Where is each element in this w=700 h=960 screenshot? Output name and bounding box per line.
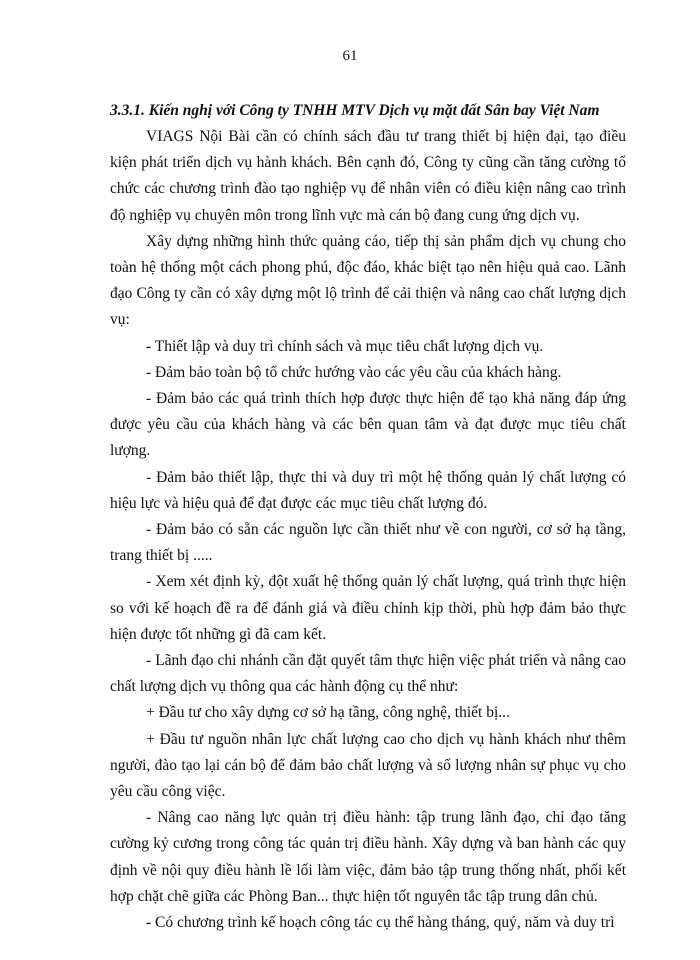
paragraph: VIAGS Nội Bài cần có chính sách đầu tư trang thiết bị hiện đại, tạo điều kiện phát triển dịch vụ hành khách. Bên cạnh đó, Công ty cũng cần tăng cường tổ chức các chương trình đào tạo nghiệp vụ để nhân viên có điều kiện nâng cao trình độ nghiệp vụ chuyên môn trong lĩnh vực mà cán bộ đang cung ứng dịch vụ. — [110, 128, 626, 224]
paragraph: Xây dựng những hình thức quảng cáo, tiếp thị sản phẩm dịch vụ chung cho toàn hệ thống một cách phong phú, độc đáo, khác biệt tạo nên hiệu quả cao. Lãnh đạo Công ty cần có xây dựng một lộ trình để cải thiện và nâng cao chất lượng dịch vụ: — [110, 232, 626, 329]
list-item: - Đảm bảo các quá trình thích hợp được thực hiện để tạo khả năng đáp ứng được yêu cầu của khách hàng và các bên quan tâm và đạt được mục tiêu chất lượng. — [110, 390, 626, 460]
page-number: 61 — [342, 48, 358, 64]
list-item: - Xem xét định kỳ, đột xuất hệ thống quản lý chất lượng, quá trình thực hiện so với kế hoạch đề ra để đánh giá và điều chỉnh kịp thời, phù hợp đảm bảo thực hiện được tốt những gì đã cam kết. — [110, 573, 626, 643]
list-item: - Đảm bảo có sẵn các nguồn lực cần thiết như về con người, cơ sở hạ tầng, trang thiết bị ..... — [110, 521, 626, 565]
list-item: - Nâng cao năng lực quản trị điều hành: tập trung lãnh đạo, chỉ đạo tăng cường kỷ cương trong công tác quản trị điều hành. Xây dựng và ban hành các quy định về nội quy điều hành lề lối làm việc, đảm bảo tập trung thống nhất, phối kết hợp chặt chẽ giữa các Phòng Ban... thực hiện tốt nguyên tắc tập trung dân chủ. — [110, 809, 626, 905]
list-item: - Đảm bảo thiết lập, thực thi và duy trì một hệ thống quản lý chất lượng có hiệu lực và hiệu quả để đạt được các mục tiêu chất lượng đó. — [110, 468, 626, 512]
section-heading: 3.3.1. Kiến nghị với Công ty TNHH MTV Dịch vụ mặt đất Sân bay Việt Nam — [110, 102, 600, 119]
list-item: - Thiết lập và duy trì chính sách và mục tiêu chất lượng dịch vụ. — [146, 337, 544, 355]
list-item: - Đảm bảo toàn bộ tổ chức hướng vào các yêu cầu của khách hàng. — [146, 363, 562, 381]
page-content — [110, 98, 626, 936]
list-item: - Lãnh đạo chi nhánh cần đặt quyết tâm thực hiện việc phát triển và nâng cao chất lượng dịch vụ thông qua các hành động cụ thể như: — [110, 652, 626, 696]
list-item: - Có chương trình kế hoạch công tác cụ thể hàng tháng, quý, năm và duy trì — [146, 914, 615, 932]
sub-list-item: + Đầu tư nguồn nhân lực chất lượng cao cho dịch vụ hành khách như thêm người, đào tạo lại cán bộ để đảm bảo chất lượng và số lượng nhân sự phục vụ cho yêu cầu công việc. — [110, 730, 626, 801]
sub-list-item: + Đầu tư cho xây dựng cơ sở hạ tầng, công nghệ, thiết bị... — [146, 704, 510, 722]
